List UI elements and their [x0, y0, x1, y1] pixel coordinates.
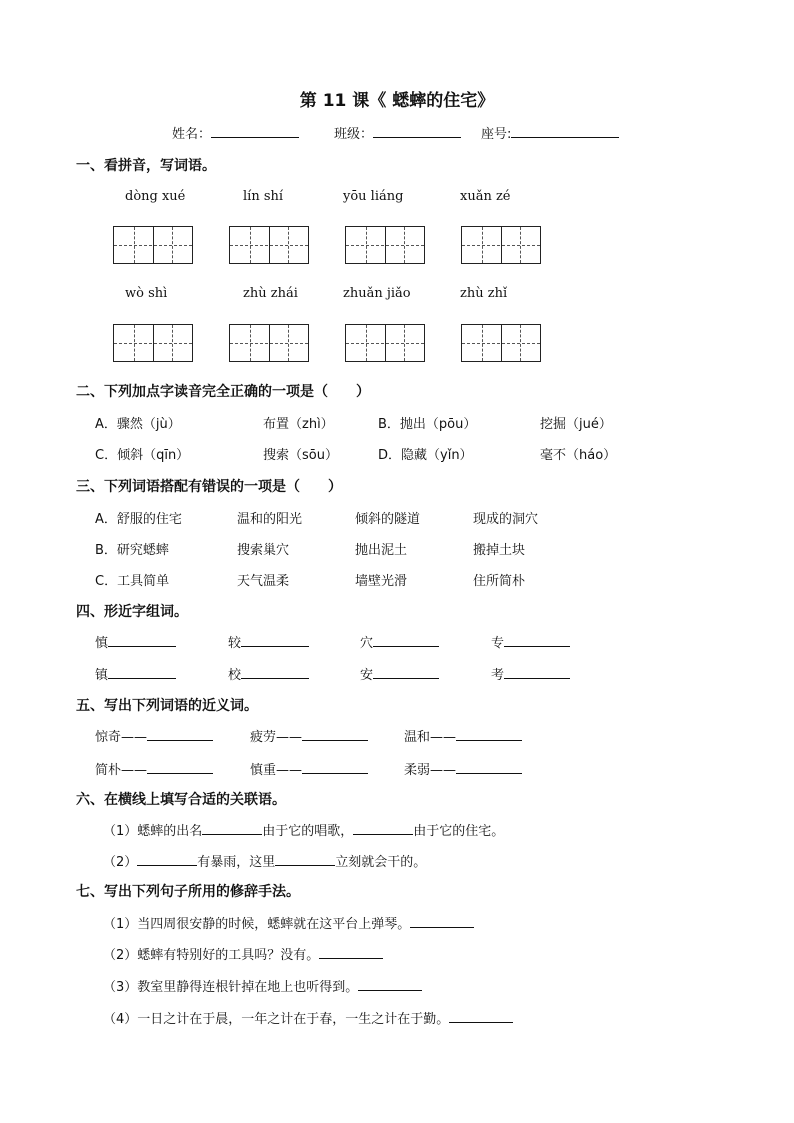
name-field[interactable] [172, 123, 299, 142]
synonym-blank[interactable] [404, 726, 522, 745]
char: 镇 [95, 668, 109, 683]
option-text: 住所简朴 [473, 574, 526, 589]
seat-field[interactable] [481, 123, 619, 142]
writing-box[interactable] [345, 324, 425, 362]
option-text: 搜索（sōu） [263, 448, 338, 463]
option-text: A．骤然（jù） [95, 417, 181, 432]
seat-blank[interactable] [511, 125, 619, 138]
name-label: 姓名： [172, 127, 212, 142]
char-blank[interactable] [228, 664, 309, 683]
option-text: 布置（zhì） [263, 417, 334, 432]
option-text: 挖掘（jué） [540, 417, 612, 432]
option-text: D．隐藏（yǐn） [378, 448, 473, 463]
page-title: 第 11 课《 蟋蟀的住宅》 [299, 91, 495, 111]
writing-box[interactable] [461, 226, 541, 264]
question-1: （1）蟋蟀的出名 由于它的唱歌， 由于它的住宅。 [103, 824, 505, 839]
rhetoric-item: （2）蟋蟀有特别好的工具吗？没有。 [103, 944, 383, 963]
char: 较 [228, 636, 242, 651]
section-6-heading: 六、在横线上填写合适的关联语。 [76, 792, 286, 808]
answer-blank[interactable] [449, 1010, 513, 1023]
writing-box[interactable] [461, 324, 541, 362]
word: 简朴—— [95, 763, 148, 778]
rhetoric-item: （1）当四周很安静的时候，蟋蟀就在这平台上弹琴。 [103, 913, 474, 932]
word: 慎重—— [250, 763, 303, 778]
option-text: B．研究蟋蟀 [95, 543, 169, 558]
answer-blank[interactable] [137, 853, 197, 866]
name-blank[interactable] [211, 125, 299, 138]
option-text: 现成的洞穴 [473, 512, 539, 527]
pinyin: zhù zhǐ [460, 286, 508, 301]
synonym-blank[interactable] [95, 759, 213, 778]
option-text: 墙壁光滑 [355, 574, 408, 589]
char-blank[interactable] [360, 664, 439, 683]
char-blank[interactable] [95, 632, 176, 651]
rhetoric-item: （4）一日之计在于晨，一年之计在于春，一生之计在于勤。 [103, 1008, 513, 1027]
section-2-heading: 二、下列加点字读音完全正确的一项是（ ） [76, 384, 370, 400]
answer-blank[interactable] [358, 978, 422, 991]
option-text: 温和的阳光 [237, 512, 303, 527]
answer-blank[interactable] [275, 853, 335, 866]
char: 专 [491, 636, 505, 651]
writing-box[interactable] [229, 324, 309, 362]
answer-blank[interactable] [202, 822, 262, 835]
section-1-heading: 一、看拼音，写词语。 [76, 158, 216, 174]
class-blank[interactable] [373, 125, 461, 138]
char: 穴 [360, 636, 374, 651]
char-blank[interactable] [360, 632, 439, 651]
pinyin: lín shí [243, 189, 284, 204]
answer-blank[interactable] [353, 822, 413, 835]
synonym-blank[interactable] [250, 759, 368, 778]
char: 校 [228, 668, 242, 683]
word: 温和—— [404, 730, 457, 745]
class-label: 班级： [334, 127, 374, 142]
char-blank[interactable] [228, 632, 309, 651]
writing-box[interactable] [113, 226, 193, 264]
seat-label: 座号: [481, 127, 512, 142]
char: 考 [491, 668, 505, 683]
section-3-heading: 三、下列词语搭配有错误的一项是（ ） [76, 479, 342, 495]
section-4-heading: 四、形近字组词。 [76, 604, 188, 620]
pinyin: zhuǎn jiǎo [343, 286, 411, 301]
synonym-blank[interactable] [404, 759, 522, 778]
option-text: 搬掉土块 [473, 543, 526, 558]
option-text: 毫不（háo） [540, 448, 617, 463]
option-text: B．抛出（pōu） [378, 417, 477, 432]
char: 安 [360, 668, 374, 683]
writing-box[interactable] [113, 324, 193, 362]
char-blank[interactable] [491, 664, 570, 683]
word: 柔弱—— [404, 763, 457, 778]
writing-box[interactable] [345, 226, 425, 264]
writing-box[interactable] [229, 226, 309, 264]
option-text: 搜索巢穴 [237, 543, 290, 558]
pinyin: xuǎn zé [460, 189, 511, 204]
option-text: A．舒服的住宅 [95, 512, 182, 527]
pinyin: yōu liáng [343, 189, 404, 204]
option-text: 倾斜的隧道 [355, 512, 421, 527]
word: 惊奇—— [95, 730, 148, 745]
pinyin: zhù zhái [243, 286, 298, 301]
synonym-blank[interactable] [250, 726, 368, 745]
pinyin: dòng xué [125, 189, 186, 204]
char-blank[interactable] [95, 664, 176, 683]
char-blank[interactable] [491, 632, 570, 651]
section-7-heading: 七、写出下列句子所用的修辞手法。 [76, 884, 300, 900]
answer-blank[interactable] [410, 915, 474, 928]
rhetoric-item: （3）教室里静得连根针掉在地上也听得到。 [103, 976, 422, 995]
section-5-heading: 五、写出下列词语的近义词。 [76, 698, 258, 714]
option-text: 天气温柔 [237, 574, 290, 589]
char: 慎 [95, 636, 109, 651]
question-2: （2） 有暴雨，这里 立刻就会干的。 [103, 855, 427, 870]
class-field[interactable] [334, 123, 461, 142]
option-text: C．工具简单 [95, 574, 170, 589]
synonym-blank[interactable] [95, 726, 213, 745]
answer-blank[interactable] [319, 946, 383, 959]
pinyin: wò shì [125, 286, 168, 301]
option-text: C．倾斜（qīn） [95, 448, 190, 463]
word: 疲劳—— [250, 730, 303, 745]
option-text: 抛出泥土 [355, 543, 408, 558]
